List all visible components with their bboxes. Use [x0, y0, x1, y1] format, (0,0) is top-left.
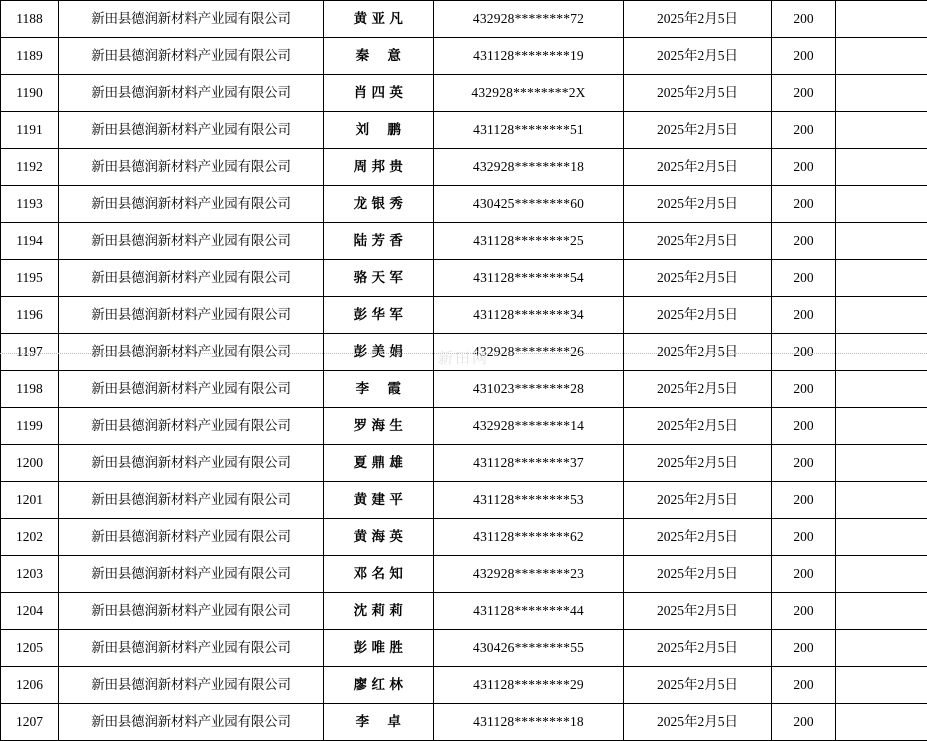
row-person-name: 罗 海 生 — [324, 408, 434, 445]
row-extra — [836, 482, 927, 519]
table-row — [1, 556, 927, 593]
table-row — [1, 482, 927, 519]
row-extra — [836, 297, 927, 334]
row-id-number: 431128********19 — [434, 38, 624, 75]
row-company-name: 新田县德润新材料产业园有限公司 — [59, 556, 324, 593]
row-company-name: 新田县德润新材料产业园有限公司 — [59, 519, 324, 556]
row-id-number: 431128********44 — [434, 593, 624, 630]
table-row — [1, 371, 927, 408]
row-extra — [836, 75, 927, 112]
row-index: 1190 — [1, 75, 59, 112]
row-person-name: 彭 唯 胜 — [324, 630, 434, 667]
row-company-name: 新田县德润新材料产业园有限公司 — [59, 371, 324, 408]
row-company-name: 新田县德润新材料产业园有限公司 — [59, 297, 324, 334]
table-row — [1, 408, 927, 445]
row-person-name: 刘 鹏 — [324, 112, 434, 149]
row-date: 2025年2月5日 — [624, 1, 772, 38]
row-person-name: 秦 意 — [324, 38, 434, 75]
row-date: 2025年2月5日 — [624, 704, 772, 741]
row-extra — [836, 223, 927, 260]
row-extra — [836, 519, 927, 556]
row-amount: 200 — [772, 445, 836, 482]
row-person-name: 沈 莉 莉 — [324, 593, 434, 630]
row-id-number: 432928********14 — [434, 408, 624, 445]
table-row — [1, 667, 927, 704]
row-extra — [836, 1, 927, 38]
row-id-number: 430426********55 — [434, 630, 624, 667]
row-id-number: 432928********2X — [434, 75, 624, 112]
row-date: 2025年2月5日 — [624, 112, 772, 149]
table-row — [1, 445, 927, 482]
row-date: 2025年2月5日 — [624, 223, 772, 260]
row-company-name: 新田县德润新材料产业园有限公司 — [59, 260, 324, 297]
row-amount: 200 — [772, 593, 836, 630]
table-row — [1, 593, 927, 630]
row-amount: 200 — [772, 38, 836, 75]
row-date: 2025年2月5日 — [624, 334, 772, 371]
row-id-number: 430425********60 — [434, 186, 624, 223]
row-extra — [836, 408, 927, 445]
row-extra — [836, 630, 927, 667]
row-index: 1188 — [1, 1, 59, 38]
row-date: 2025年2月5日 — [624, 408, 772, 445]
row-index: 1200 — [1, 445, 59, 482]
row-company-name: 新田县德润新材料产业园有限公司 — [59, 482, 324, 519]
row-company-name: 新田县德润新材料产业园有限公司 — [59, 75, 324, 112]
row-id-number: 431128********51 — [434, 112, 624, 149]
row-amount: 200 — [772, 1, 836, 38]
row-index: 1206 — [1, 667, 59, 704]
row-extra — [836, 334, 927, 371]
row-date: 2025年2月5日 — [624, 371, 772, 408]
row-extra — [836, 38, 927, 75]
row-id-number: 432928********23 — [434, 556, 624, 593]
row-amount: 200 — [772, 297, 836, 334]
row-company-name: 新田县德润新材料产业园有限公司 — [59, 630, 324, 667]
row-amount: 200 — [772, 334, 836, 371]
row-date: 2025年2月5日 — [624, 75, 772, 112]
row-extra — [836, 556, 927, 593]
row-person-name: 黄 海 英 — [324, 519, 434, 556]
row-person-name: 黄 亚 凡 — [324, 1, 434, 38]
table-row — [1, 297, 927, 334]
table-row — [1, 1, 927, 38]
row-amount: 200 — [772, 704, 836, 741]
row-amount: 200 — [772, 186, 836, 223]
row-index: 1198 — [1, 371, 59, 408]
row-amount: 200 — [772, 556, 836, 593]
row-person-name: 李 卓 — [324, 704, 434, 741]
row-date: 2025年2月5日 — [624, 297, 772, 334]
row-id-number: 432928********18 — [434, 149, 624, 186]
row-company-name: 新田县德润新材料产业园有限公司 — [59, 334, 324, 371]
row-extra — [836, 445, 927, 482]
watermark-text: 新田网 — [0, 347, 927, 368]
row-extra — [836, 667, 927, 704]
row-company-name: 新田县德润新材料产业园有限公司 — [59, 112, 324, 149]
row-company-name: 新田县德润新材料产业园有限公司 — [59, 223, 324, 260]
row-index: 1201 — [1, 482, 59, 519]
row-amount: 200 — [772, 482, 836, 519]
row-id-number: 431128********37 — [434, 445, 624, 482]
row-amount: 200 — [772, 223, 836, 260]
row-person-name: 彭 美 娟 — [324, 334, 434, 371]
row-extra — [836, 186, 927, 223]
table-row — [1, 149, 927, 186]
row-index: 1192 — [1, 149, 59, 186]
row-amount: 200 — [772, 112, 836, 149]
table-row — [1, 704, 927, 741]
row-date: 2025年2月5日 — [624, 667, 772, 704]
row-date: 2025年2月5日 — [624, 482, 772, 519]
row-amount: 200 — [772, 75, 836, 112]
row-index: 1196 — [1, 297, 59, 334]
row-amount: 200 — [772, 519, 836, 556]
row-index: 1191 — [1, 112, 59, 149]
row-date: 2025年2月5日 — [624, 149, 772, 186]
row-index: 1189 — [1, 38, 59, 75]
table-row — [1, 186, 927, 223]
row-amount: 200 — [772, 667, 836, 704]
row-person-name: 周 邦 贵 — [324, 149, 434, 186]
row-person-name: 黄 建 平 — [324, 482, 434, 519]
row-company-name: 新田县德润新材料产业园有限公司 — [59, 38, 324, 75]
row-index: 1207 — [1, 704, 59, 741]
row-id-number: 432928********72 — [434, 1, 624, 38]
row-id-number: 431023********28 — [434, 371, 624, 408]
row-date: 2025年2月5日 — [624, 519, 772, 556]
row-extra — [836, 704, 927, 741]
row-date: 2025年2月5日 — [624, 556, 772, 593]
row-id-number: 431128********25 — [434, 223, 624, 260]
row-date: 2025年2月5日 — [624, 186, 772, 223]
row-amount: 200 — [772, 630, 836, 667]
row-person-name: 夏 鼎 雄 — [324, 445, 434, 482]
table-row — [1, 75, 927, 112]
row-company-name: 新田县德润新材料产业园有限公司 — [59, 667, 324, 704]
row-id-number: 431128********18 — [434, 704, 624, 741]
row-date: 2025年2月5日 — [624, 445, 772, 482]
row-company-name: 新田县德润新材料产业园有限公司 — [59, 186, 324, 223]
row-extra — [836, 260, 927, 297]
row-id-number: 431128********54 — [434, 260, 624, 297]
row-company-name: 新田县德润新材料产业园有限公司 — [59, 1, 324, 38]
row-extra — [836, 593, 927, 630]
table-row — [1, 334, 927, 371]
row-index: 1202 — [1, 519, 59, 556]
row-person-name: 陆 芳 香 — [324, 223, 434, 260]
row-company-name: 新田县德润新材料产业园有限公司 — [59, 445, 324, 482]
row-index: 1194 — [1, 223, 59, 260]
row-date: 2025年2月5日 — [624, 260, 772, 297]
row-company-name: 新田县德润新材料产业园有限公司 — [59, 593, 324, 630]
row-amount: 200 — [772, 408, 836, 445]
row-person-name: 李 霞 — [324, 371, 434, 408]
table-row — [1, 112, 927, 149]
row-index: 1197 — [1, 334, 59, 371]
row-id-number: 431128********62 — [434, 519, 624, 556]
row-index: 1203 — [1, 556, 59, 593]
row-id-number: 431128********53 — [434, 482, 624, 519]
row-person-name: 廖 红 林 — [324, 667, 434, 704]
row-amount: 200 — [772, 149, 836, 186]
table-row — [1, 223, 927, 260]
row-index: 1193 — [1, 186, 59, 223]
row-company-name: 新田县德润新材料产业园有限公司 — [59, 704, 324, 741]
row-person-name: 龙 银 秀 — [324, 186, 434, 223]
row-date: 2025年2月5日 — [624, 38, 772, 75]
row-extra — [836, 112, 927, 149]
row-person-name: 邓 名 知 — [324, 556, 434, 593]
row-date: 2025年2月5日 — [624, 593, 772, 630]
row-person-name: 彭 华 军 — [324, 297, 434, 334]
row-index: 1199 — [1, 408, 59, 445]
row-person-name: 骆 天 军 — [324, 260, 434, 297]
table-row — [1, 38, 927, 75]
table-body — [1, 1, 927, 741]
row-id-number: 432928********26 — [434, 334, 624, 371]
row-date: 2025年2月5日 — [624, 630, 772, 667]
table-row — [1, 519, 927, 556]
row-amount: 200 — [772, 371, 836, 408]
table-row — [1, 260, 927, 297]
row-index: 1195 — [1, 260, 59, 297]
row-extra — [836, 371, 927, 408]
row-index: 1204 — [1, 593, 59, 630]
row-id-number: 431128********29 — [434, 667, 624, 704]
row-person-name: 肖 四 英 — [324, 75, 434, 112]
row-extra — [836, 149, 927, 186]
table-row — [1, 630, 927, 667]
row-amount: 200 — [772, 260, 836, 297]
row-index: 1205 — [1, 630, 59, 667]
row-company-name: 新田县德润新材料产业园有限公司 — [59, 149, 324, 186]
row-company-name: 新田县德润新材料产业园有限公司 — [59, 408, 324, 445]
row-id-number: 431128********34 — [434, 297, 624, 334]
